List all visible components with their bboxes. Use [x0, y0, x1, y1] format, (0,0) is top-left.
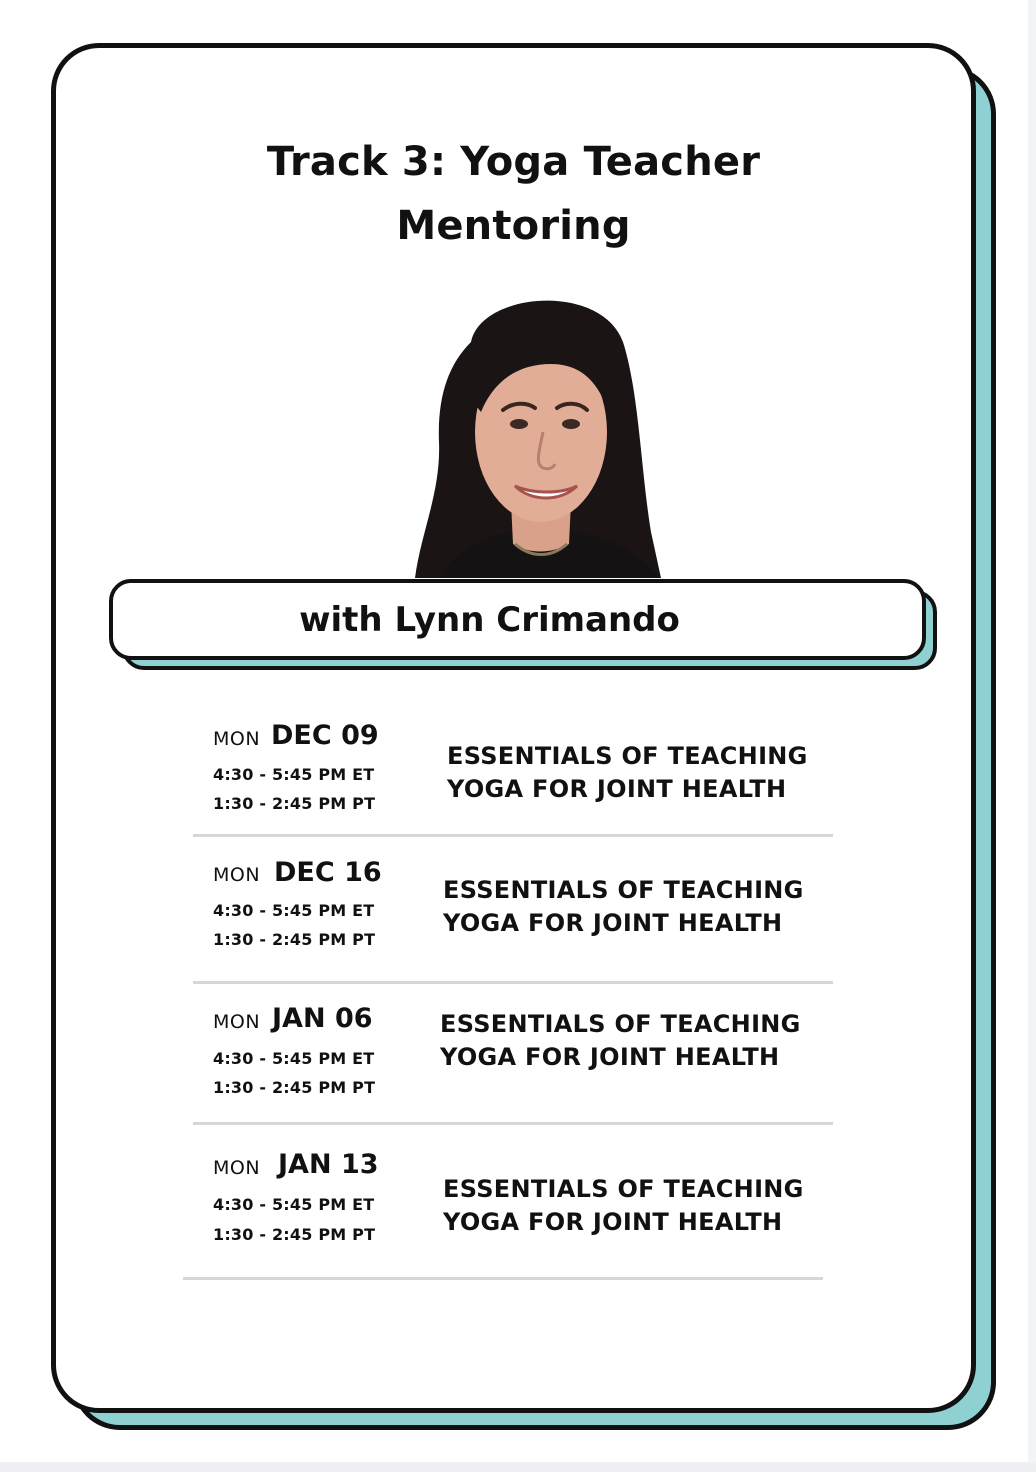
presenter-photo — [411, 282, 665, 578]
session-title-line2: YOGA FOR JOINT HEALTH — [440, 1043, 780, 1071]
presenter-pill — [109, 579, 926, 660]
session-time-pt: 1:30 - 2:45 PM PT — [213, 930, 376, 949]
session-title-line1: ESSENTIALS OF TEACHING — [443, 876, 804, 904]
session-time-pt: 1:30 - 2:45 PM PT — [213, 1225, 376, 1244]
session-time-pt: 1:30 - 2:45 PM PT — [213, 794, 376, 813]
session-date: JAN 13 — [278, 1149, 379, 1180]
session-time-pt: 1:30 - 2:45 PM PT — [213, 1078, 376, 1097]
session-row — [183, 1125, 823, 1280]
session-row — [193, 837, 833, 984]
session-day: MON — [213, 1157, 261, 1179]
card-title — [56, 130, 971, 258]
session-title — [443, 874, 804, 940]
card-title-line1: Track 3: Yoga Teacher — [266, 139, 761, 185]
card-title-line2: Mentoring — [396, 203, 631, 249]
session-date: JAN 06 — [272, 1003, 373, 1034]
session-day: MON — [213, 864, 261, 886]
session-date: DEC 16 — [274, 857, 382, 888]
session-title-line1: ESSENTIALS OF TEACHING — [443, 1175, 804, 1203]
session-title-line1: ESSENTIALS OF TEACHING — [440, 1010, 801, 1038]
page-bottom-band — [0, 1462, 1036, 1472]
presenter-portrait-icon — [411, 282, 665, 578]
session-time-et: 4:30 - 5:45 PM ET — [213, 901, 375, 920]
session-row — [193, 704, 833, 837]
session-title-line1: ESSENTIALS OF TEACHING — [447, 742, 808, 770]
session-day: MON — [213, 728, 261, 750]
session-divider — [183, 1277, 823, 1280]
schedule-card — [51, 43, 976, 1413]
session-time-et: 4:30 - 5:45 PM ET — [213, 765, 375, 784]
session-row — [193, 984, 833, 1125]
session-date: DEC 09 — [271, 720, 379, 751]
presenter-name: with Lynn Crimando — [299, 599, 680, 640]
session-title-line2: YOGA FOR JOINT HEALTH — [443, 909, 783, 937]
session-title-line2: YOGA FOR JOINT HEALTH — [443, 1208, 783, 1236]
session-time-et: 4:30 - 5:45 PM ET — [213, 1195, 375, 1214]
session-title — [447, 740, 808, 806]
session-title — [440, 1008, 801, 1074]
session-day: MON — [213, 1011, 261, 1033]
session-title-line2: YOGA FOR JOINT HEALTH — [447, 775, 787, 803]
page-right-edge — [1028, 0, 1036, 1462]
session-time-et: 4:30 - 5:45 PM ET — [213, 1049, 375, 1068]
session-title — [443, 1173, 804, 1239]
